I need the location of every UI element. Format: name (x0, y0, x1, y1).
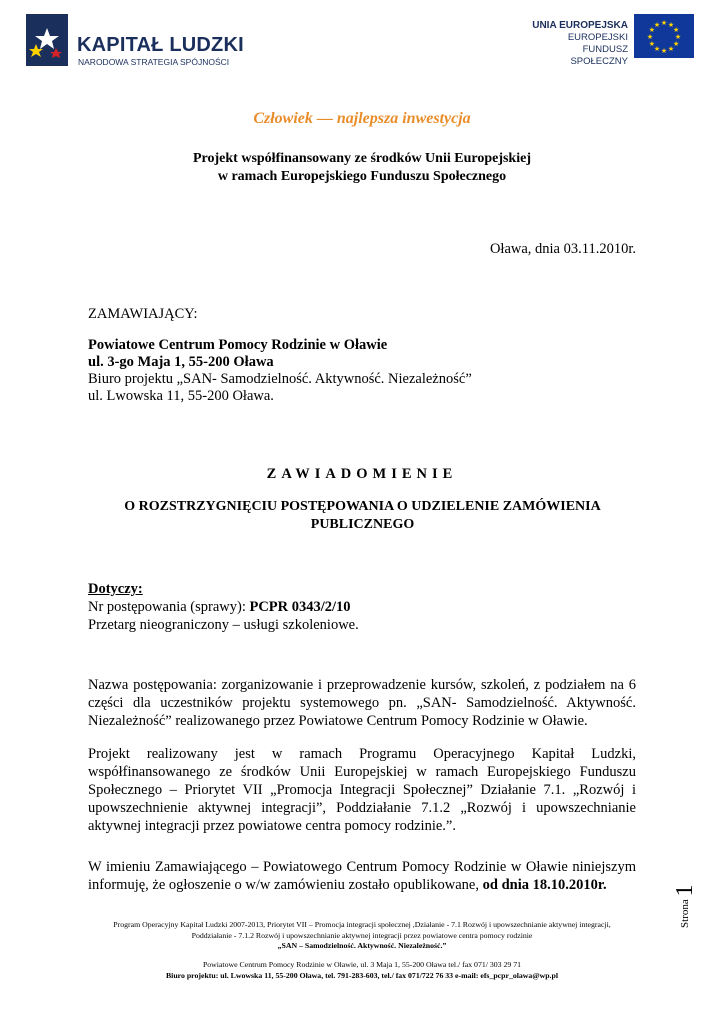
project-info-paragraph: Projekt realizowany jest w ramach Programu Operacyjnego Kapitał Ludzki, współfinansowanego ze środków Unii Europejskiej w ramach Europejskiego Funduszu Społecznego – Priorytet VII „Promocja Integracji Społecznej” Działanie 7.1. „Rozwój i upowszechnienie aktywnej integracji”, Poddziałanie 7.1.2 „Rozwój i upowszechnianie aktywnej integracji przez powiatowe centra pomocy rodzinie.”. (88, 746, 636, 834)
footer-program-line1: Program Operacyjny Kapitał Ludzki 2007-2013, Priorytet VII – Promocja integracji społecznej ,Działanie - 7.1 Rozwój i upowszechnianie aktywnej integracji, (113, 920, 611, 929)
eu-star-icon: ★ (646, 33, 654, 41)
announcement-text: W imieniu Zamawiającego – Powiatowego Centrum Pomocy Rodzinie w Oławie niniejszym informuję, że ogłoszenie o w/w zamówieniu zostało opublikowane, (88, 859, 636, 893)
kapital-ludzki-logo (26, 14, 244, 74)
motto: Człowiek — najlepsza inwestycja (253, 110, 471, 127)
footer-contact-line1: Powiatowe Centrum Pomocy Rodzinie w Oławie, ul. 3 Maja 1, 55-200 Oława tel./ fax 071/ 303 29 71 (202, 960, 522, 969)
concerns-label: Dotyczy: (88, 581, 143, 597)
eu-star-icon: ★ (660, 19, 668, 27)
ordering-party-name: Powiatowe Centrum Pomocy Rodzinie w Oławie (88, 337, 388, 353)
eu-logo-text (532, 20, 628, 68)
eu-star-icon: ★ (674, 33, 682, 41)
eu-logo-line2: EUROPEJSKI (567, 32, 628, 43)
footer-contact-line2: Biuro projektu: ul. Lwowska 11, 55-200 Oława, tel. 791-283-603, tel./ fax 071/722 76 33 e-mail: efs_pcpr_olawa@wp.pl (165, 970, 559, 980)
announcement-date: od dnia 18.10.2010r. (482, 877, 607, 893)
procedure-name-paragraph: Nazwa postępowania: zorganizowanie i przeprowadzenie kursów, szkoleń, z podziałem na 6 części dla uczestników projektu systemowego pn. „SAN- Samodzielność. Aktywność. Niezależność” realizowanego przez Powiatowe Centrum Pomocy Rodzinie w Oławie. (88, 677, 636, 729)
notice-subtitle-line1: O ROZSTRZYGNIĘCIU POSTĘPOWANIA O UDZIELENIE ZAMÓWIENIA (124, 499, 601, 514)
footer-program (40, 920, 684, 952)
ordering-party-address (88, 337, 472, 405)
ordering-party-label: ZAMAWIAJĄCY: (88, 306, 198, 322)
funding-line2: w ramach Europejskiego Funduszu Społecznego (217, 169, 507, 184)
kapital-ludzki-title: KAPITAŁ LUDZKI (77, 34, 244, 56)
eu-star-icon: ★ (653, 20, 661, 29)
project-office: Biuro projektu „SAN- Samodzielność. Aktywność. Niezależność” (88, 371, 472, 387)
case-number-prefix: Nr postępowania (sprawy): (88, 599, 246, 615)
eu-star-icon: ★ (648, 40, 656, 48)
notice-subtitle (90, 498, 635, 534)
page-number: 1 (672, 884, 698, 897)
eu-star-icon: ★ (648, 26, 656, 34)
ordering-party-street: ul. 3-go Maja 1, 55-200 Oława (88, 354, 274, 370)
place-date: Oława, dnia 03.11.2010r. (489, 241, 636, 257)
concerns-section (88, 580, 359, 634)
eu-logo-line3: FUNDUSZ SPOŁECZNY (570, 44, 628, 67)
kapital-ludzki-subtitle: NARODOWA STRATEGIA SPÓJNOŚCI (78, 57, 230, 67)
funding-statement (0, 150, 724, 186)
eu-flag-icon (634, 14, 694, 58)
eu-star-icon: ★ (672, 40, 680, 48)
eu-star-icon: ★ (653, 45, 661, 54)
footer-contact (40, 960, 684, 981)
eu-star-icon: ★ (660, 47, 668, 55)
footer-program-line2: Poddziałanie - 7.1.2 Rozwój i upowszechnianie aktywnej integracji przez powiatowe centra pomocy rodzinie (191, 930, 533, 940)
eu-logo-line1: UNIA EUROPEJSKA (532, 20, 628, 31)
footer-program-line3: „SAN – Samodzielność. Aktywność. Niezależność.” (277, 941, 447, 950)
project-office-street: ul. Lwowska 11, 55-200 Oława. (88, 388, 274, 404)
page-label-text: Strona (679, 899, 692, 928)
eu-star-icon: ★ (667, 20, 675, 29)
case-number-line (88, 598, 359, 616)
kapital-ludzki-emblem-icon (26, 14, 68, 66)
eu-star-icon: ★ (672, 26, 680, 34)
announcement-paragraph (88, 858, 636, 894)
notice-subtitle-line2: PUBLICZNEGO (310, 517, 415, 532)
tender-type: Przetarg nieograniczony – usługi szkoleniowe. (88, 617, 359, 633)
eu-star-icon: ★ (667, 45, 675, 54)
notice-title: ZAWIADOMIENIE (266, 466, 458, 482)
funding-line1: Projekt współfinansowany ze środków Unii Europejskiej (193, 151, 531, 166)
eu-fund-logo (532, 12, 694, 67)
case-number: PCPR 0343/2/10 (249, 599, 351, 615)
